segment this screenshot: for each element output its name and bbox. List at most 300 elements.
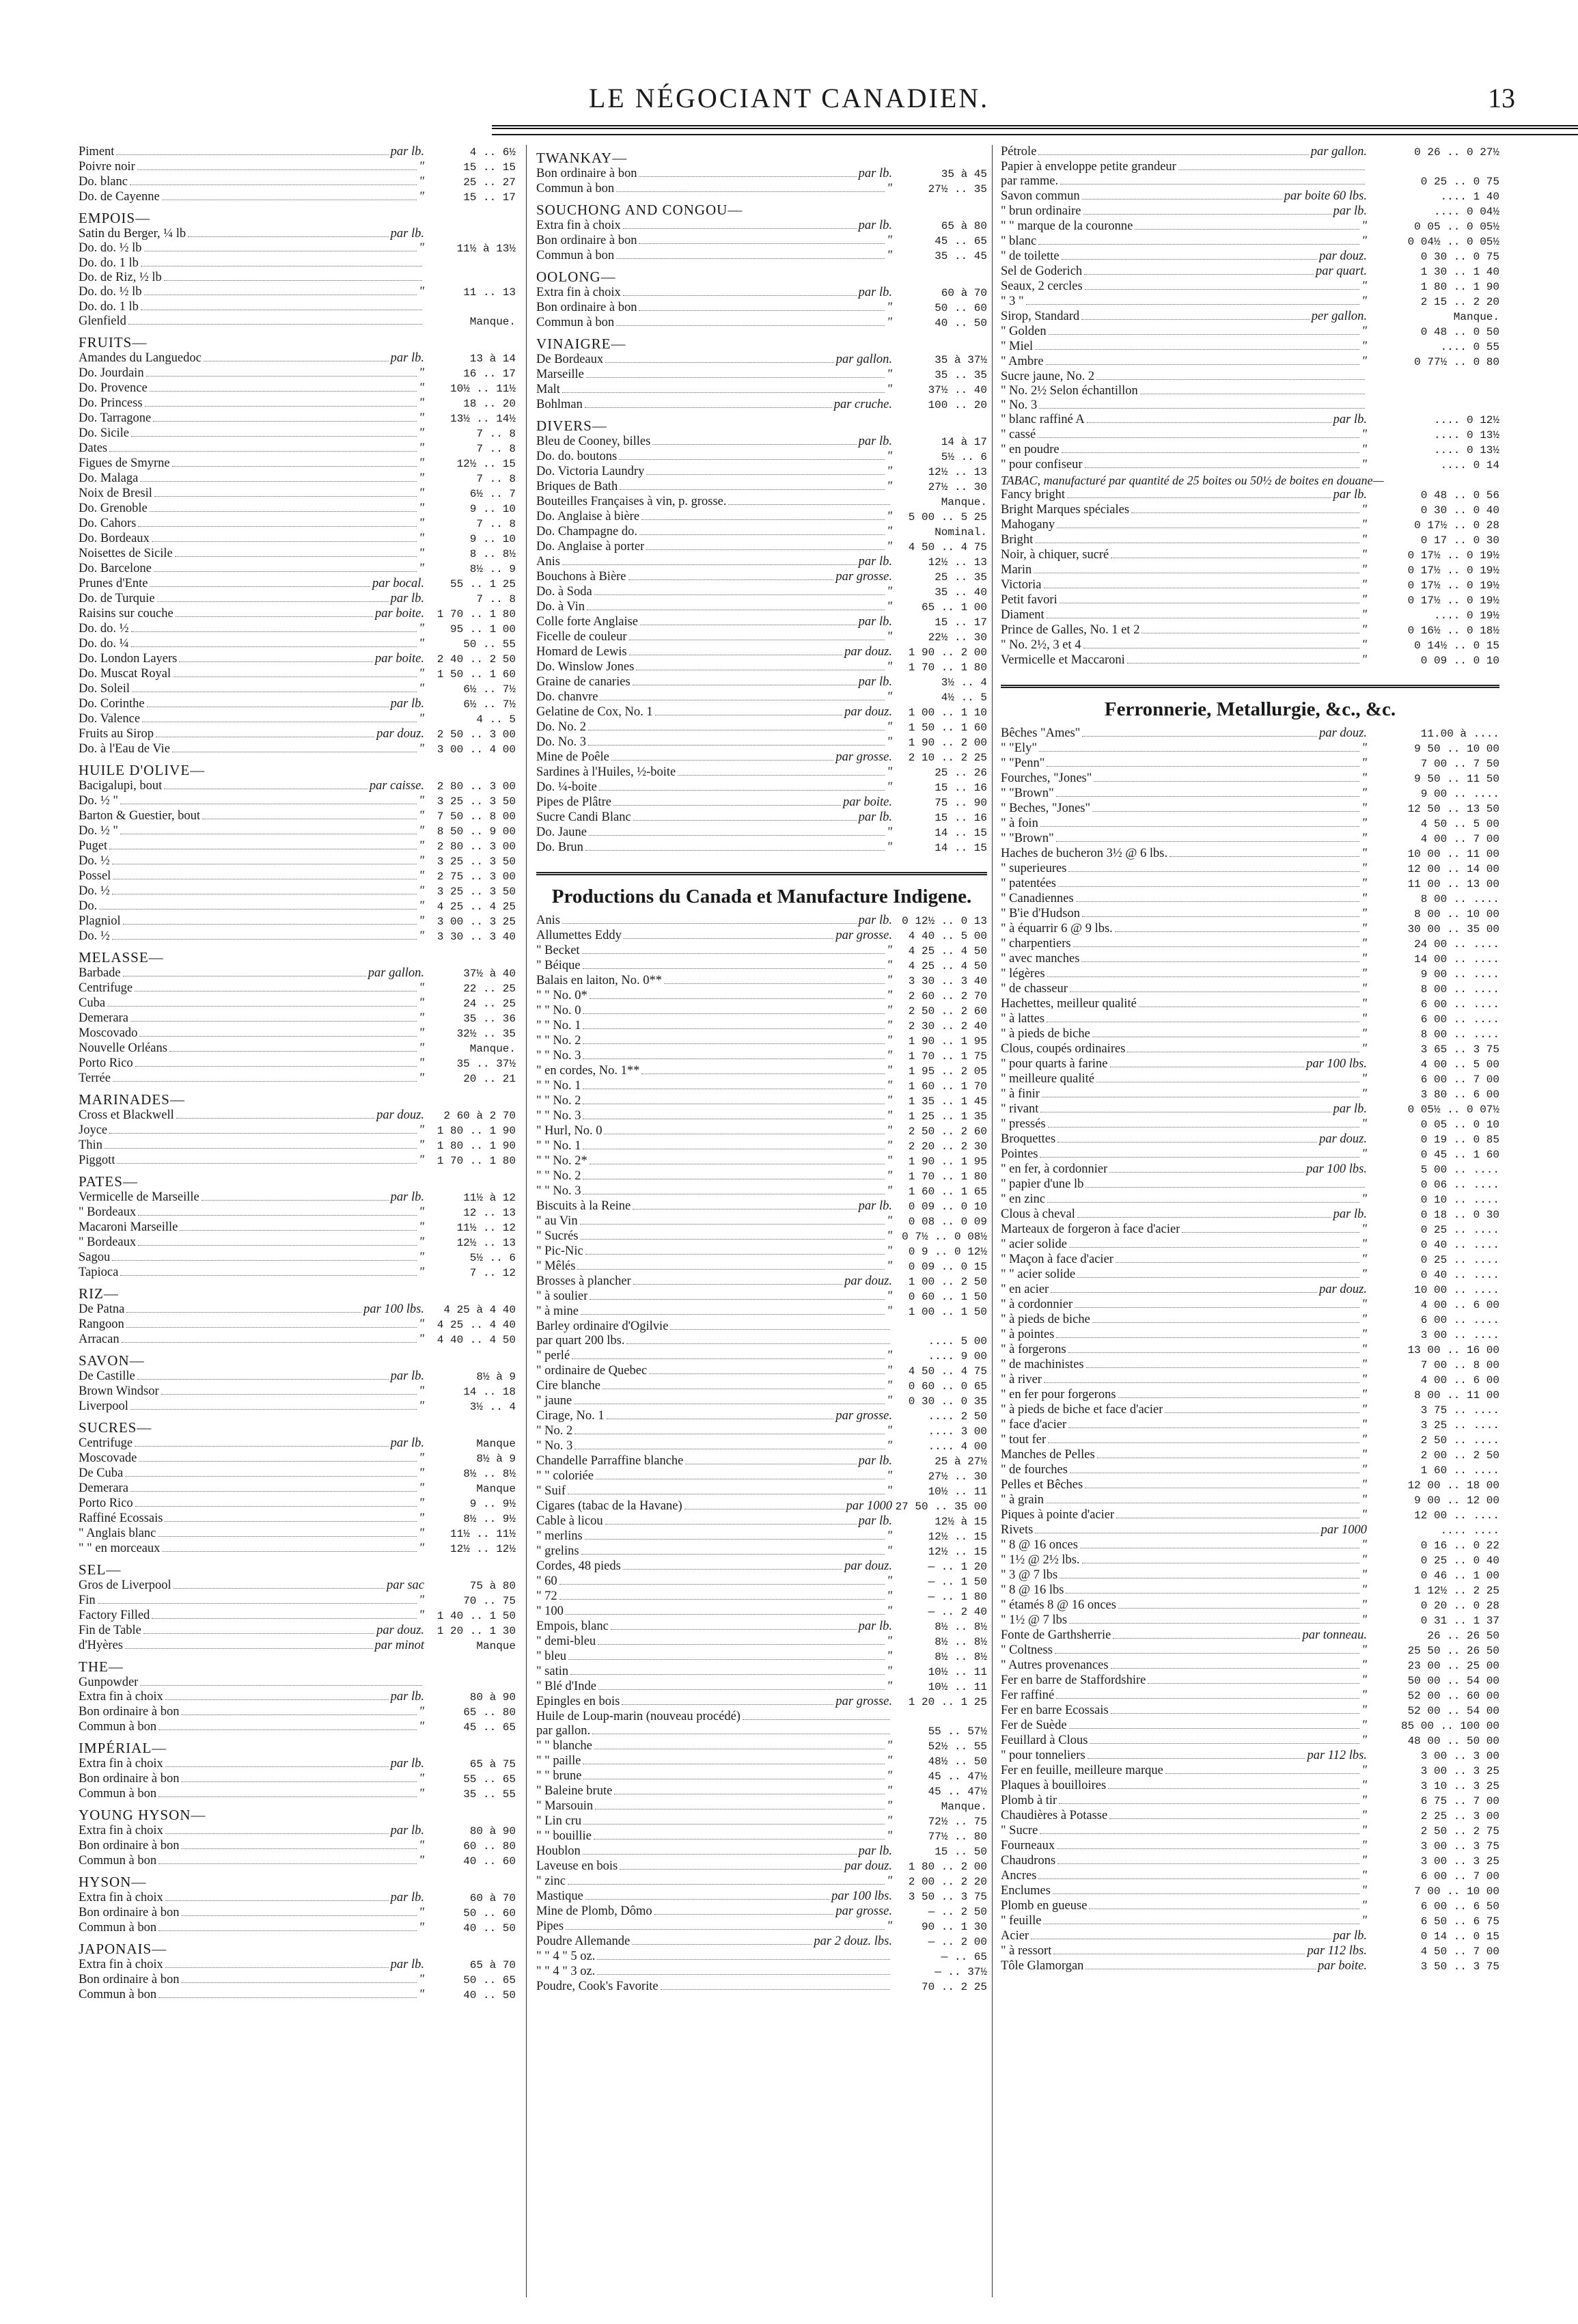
item-name: " pressés [1001,1117,1046,1131]
price-column-3 [1001,145,1499,1974]
price-row [536,1334,987,1349]
dot-leader [138,526,417,527]
item-name: Do. do. boutons [536,450,618,463]
item-unit: par lb. [390,145,424,159]
price-row [1001,1689,1499,1704]
item-name: " de fourches [1001,1463,1068,1477]
item-unit: " [419,1594,424,1607]
dot-leader [158,1796,417,1797]
item-price: 15 .. 50 [935,1846,987,1858]
price-row [79,824,516,839]
item-name: " ordinaire de Quebec [536,1364,648,1378]
item-price: .... 0 55 [1440,341,1499,353]
item-unit: " [419,1026,424,1040]
item-name: Do. à Soda [536,585,592,599]
price-row [79,1369,516,1384]
dot-leader [583,968,885,969]
item-price: 0 05½ .. 0 07½ [1407,1104,1499,1116]
item-name: " 1½ @ 7 lbs [1001,1613,1068,1627]
item-unit: " [887,1589,892,1603]
dot-leader [585,850,885,851]
item-unit: par lb. [390,351,424,365]
item-unit: " [419,667,424,681]
item-price: 2 00 .. 2 50 [1420,1449,1499,1462]
item-name: Fonte de Garthsherrie [1001,1628,1111,1642]
item-price: 30 00 .. 35 00 [1407,923,1499,935]
dot-leader [623,228,857,229]
item-price: 1 90 .. 2 00 [908,737,987,749]
item-price: 4 50 .. 4 75 [908,541,987,553]
item-name: " " No. 2 [536,1169,581,1183]
item-name: Do. Soleil [79,682,130,696]
item-price: 2 60 à 2 70 [443,1110,516,1122]
item-name: " " blanche [536,1739,592,1753]
item-unit: " [887,660,892,674]
item-name: Do. ½ [79,929,110,943]
item-unit: " [419,682,424,696]
item-price: 8 00 .. .... [1420,893,1499,905]
price-row [1001,443,1499,458]
item-price: 0 17½ .. 0 19½ [1407,594,1499,607]
item-name: Papier à enveloppe petite grandeur [1001,160,1176,174]
price-row [536,1829,987,1844]
dot-leader [1047,1202,1359,1203]
price-row [1001,234,1499,249]
item-name: " cassé [1001,428,1036,441]
item-price: .... 0 19½ [1433,610,1499,622]
item-unit: par quart. [1315,264,1367,278]
item-unit: " [887,1784,892,1798]
item-unit: par sac [387,1578,424,1592]
item-price: Manque. [469,1043,516,1055]
price-row [1001,1147,1499,1162]
price-row [536,1859,987,1874]
price-row [536,1514,987,1529]
price-row [536,480,987,495]
item-name: " "Brown" [1001,787,1054,800]
item-name: " "Brown" [1001,832,1054,845]
item-name: Sucre Candi Blanc [536,810,631,824]
item-price: 3 10 .. 3 25 [1420,1780,1499,1792]
dot-leader [1148,1683,1359,1684]
item-name: Vermicelle et Maccaroni [1001,653,1125,667]
price-row [1001,1764,1499,1779]
item-price: 0 25 .. 0 40 [1420,1555,1499,1567]
price-row [79,809,516,824]
item-name: Figues de Smyrne [79,456,170,470]
dot-leader [1096,379,1365,380]
dot-leader [143,1633,374,1634]
item-name: Brown Windsor [79,1384,159,1398]
price-row [1001,548,1499,563]
price-list-misc [1001,145,1499,473]
item-unit: " [419,1399,424,1413]
item-name: Piggott [79,1153,115,1167]
item-name: Do. Provence [79,381,148,395]
item-name: " à foin [1001,817,1038,830]
item-price: 0 60 .. 1 50 [908,1291,987,1303]
dot-leader [626,1343,890,1344]
dot-leader [620,1869,842,1870]
price-row [536,570,987,585]
item-unit: per gallon. [1311,310,1367,323]
item-name: Sel de Goderich [1001,264,1083,278]
item-name: Do. Corinthe [79,697,145,711]
dot-leader [590,1299,885,1300]
price-row [536,1079,987,1094]
item-unit: " [887,1469,892,1483]
item-unit: " [419,517,424,530]
item-name: Moscovado [79,1026,138,1040]
dot-leader [99,909,417,910]
price-row [536,525,987,540]
item-unit: " [1361,1899,1367,1913]
price-row [536,286,987,301]
item-price: 65 .. 80 [463,1706,516,1719]
item-name: " " 4 " 3 oz. [536,1965,596,1978]
item-unit: " [1361,847,1367,860]
item-unit: " [1361,1268,1367,1281]
item-price: 1 60 .. 1 65 [908,1186,987,1198]
item-name: Clous à cheval [1001,1207,1075,1221]
price-row [79,652,516,667]
dot-leader [1111,1713,1360,1714]
item-unit: " [1361,1553,1367,1567]
dot-leader [639,534,885,535]
item-unit: " [419,241,424,255]
item-price: 4 40 .. 4 50 [437,1334,516,1346]
item-price: 1 60 .. .... [1420,1464,1499,1477]
price-row [79,742,516,757]
item-name: Bleu de Cooney, billes [536,435,651,448]
item-name: Manches de Pelles [1001,1448,1095,1462]
dot-leader [1092,811,1359,812]
item-name: " en acier [1001,1283,1049,1296]
dot-leader [623,1569,842,1570]
item-name: Bouteilles Françaises à vin, p. grosse. [536,495,727,508]
item-name: " jaune [536,1394,572,1408]
item-unit: " [419,502,424,515]
price-row [1001,1658,1499,1673]
item-name: " de machinistes [1001,1358,1084,1371]
dot-leader [130,1021,417,1022]
category-heading: SAVON— [79,1352,145,1369]
price-row [536,1529,987,1544]
item-price: 4 25 à 4 40 [443,1304,516,1316]
item-price: Manque. [941,496,987,508]
item-price: 20 .. 21 [463,1073,516,1085]
price-row [79,160,516,175]
item-unit: " [419,884,424,898]
item-unit: par boite. [1318,1959,1367,1973]
item-price: 9 .. 10 [469,533,516,545]
price-row [1001,384,1499,398]
price-row [1001,428,1499,443]
item-name: " à ressort [1001,1944,1052,1958]
dot-leader [581,1239,885,1240]
item-name: " demi-bleu [536,1635,596,1648]
item-price: 0 40 .. .... [1420,1269,1499,1281]
item-price: 1 70 .. 1 80 [437,608,516,620]
dot-leader [1069,1623,1359,1624]
dot-leader [585,1539,885,1540]
dot-leader [146,376,417,377]
price-row [1001,1298,1499,1313]
item-price: 3 00 .. 4 00 [437,743,516,756]
item-price: 2 50 .. 3 00 [437,728,516,741]
item-price: 2 80 .. 3 00 [437,780,516,793]
item-price: 1 25 .. 1 35 [908,1110,987,1123]
item-unit: " [419,175,424,189]
item-price: .... 0 13½ [1433,429,1499,441]
dot-leader [1116,1262,1359,1263]
item-price: 26 .. 26 50 [1427,1630,1499,1642]
dot-leader [1118,1397,1360,1398]
item-unit: " [1361,802,1367,815]
dot-leader [1068,1352,1360,1353]
item-name: Fourneaux [1001,1839,1055,1853]
price-row [1001,756,1499,771]
item-price: 80 à 90 [469,1825,516,1837]
item-name: " à finir [1001,1087,1040,1101]
item-price: .... 3 00 [928,1425,987,1438]
item-name: Do. No. 3 [536,735,586,749]
item-unit: " [419,869,424,883]
price-row [79,285,516,300]
price-row [1001,1448,1499,1463]
item-unit: " [1361,638,1367,652]
dot-leader [649,1373,885,1374]
item-name: Barley ordinaire d'Ogilvie [536,1320,669,1333]
dot-leader [1039,408,1365,409]
dot-leader [107,1006,417,1007]
item-name: " acier solide [1001,1238,1067,1251]
item-name: " en cordes, No. 1** [536,1064,640,1078]
item-unit: " [419,1317,424,1331]
item-name: De Patna [79,1302,125,1316]
price-row [79,456,516,471]
item-name: Do. London Layers [79,652,178,666]
item-name: Anis [536,555,560,569]
item-unit: " [1361,1704,1367,1717]
item-unit: " [887,368,892,381]
item-name: Do. ¼-boite [536,780,597,794]
item-price: 4 25 .. 4 50 [908,945,987,957]
price-row [79,1496,516,1512]
item-price: 1 80 .. 1 90 [437,1125,516,1137]
item-name: " 3 @ 7 lbs [1001,1568,1058,1582]
item-name: Do. Bordeaux [79,532,150,545]
item-price: 8½ .. 8½ [463,1468,516,1480]
price-row [79,1906,516,1921]
item-unit: " [1361,1824,1367,1837]
item-name: " Miel [1001,340,1034,353]
item-unit: par 100 lbs. [363,1302,424,1316]
item-unit: " [1361,234,1367,248]
item-name: " No. 2½, 3 et 4 [1001,638,1081,652]
item-name: " Baleine brute [536,1784,613,1798]
item-name: Laveuse en bois [536,1859,618,1873]
item-name: Dates [79,441,108,455]
price-row [536,1965,987,1980]
item-price: 9 50 .. 10 00 [1414,743,1499,755]
price-row [536,615,987,630]
item-unit: " [887,1394,892,1408]
item-unit: " [887,1604,892,1618]
item-name: Possel [79,869,111,883]
item-name: De Cuba [79,1466,124,1480]
item-name: Sagou [79,1250,111,1264]
item-price: 12 .. 13 [463,1207,516,1219]
item-name: Vermicelle de Marseille [79,1190,199,1204]
item-price: 4 25 .. 4 25 [437,901,516,913]
price-row [536,1574,987,1589]
item-name: " No. 3 [536,1439,573,1453]
price-row [1001,1042,1499,1057]
price-row [536,630,987,645]
price-row [79,1787,516,1802]
item-price: 12½ .. 13 [928,556,987,569]
item-name: Mine de Plomb, Dômo [536,1904,652,1918]
item-unit: " [1361,1508,1367,1522]
item-price: 14 00 .. .... [1414,953,1499,966]
item-price: — .. 1 20 [928,1561,987,1573]
item-price: 75 .. 90 [935,797,987,809]
price-row [536,929,987,944]
item-name: Chaudrons [1001,1854,1056,1868]
dot-leader [165,1900,389,1901]
item-unit: " [1361,1463,1367,1477]
item-unit: par lb. [390,227,424,241]
item-price: 9 .. 9½ [469,1498,516,1510]
item-price: 11 .. 13 [463,286,516,299]
category-heading: HYSON— [79,1874,147,1890]
item-name: Hachettes, meilleur qualité [1001,997,1137,1011]
item-unit: " [887,1424,892,1438]
item-price: 4 40 .. 5 00 [908,930,987,942]
item-price: 13 00 .. 16 00 [1407,1344,1499,1356]
price-row [1001,1313,1499,1328]
item-name: Do. à Vin [536,600,585,614]
item-unit: " [1361,458,1367,471]
item-unit: " [1361,1147,1367,1161]
dot-leader [678,775,885,776]
item-unit: " [419,1153,424,1167]
dot-leader [652,444,856,445]
price-row [1001,264,1499,279]
dot-leader [154,571,417,572]
item-price: 55 .. 1 25 [449,578,516,590]
item-unit: " [1361,1493,1367,1507]
price-row [536,510,987,525]
item-price: 2 40 .. 2 50 [437,653,516,666]
item-unit: " [419,1854,424,1868]
dot-leader [1113,1638,1300,1639]
dot-leader [623,295,857,296]
item-unit: " [887,1379,892,1393]
item-price: 50 .. 65 [463,1974,516,1986]
price-row [1001,1388,1499,1403]
item-name: Sardines à l'Huiles, ½-boite [536,765,676,779]
item-price: 1 00 .. 2 50 [908,1276,987,1288]
item-unit: " [887,1259,892,1273]
price-row [79,1153,516,1168]
dot-leader [135,991,417,992]
item-unit: par lb. [390,697,424,711]
item-name: " à forgerons [1001,1343,1066,1356]
dot-leader [1047,766,1359,767]
price-row [79,1512,516,1527]
item-unit: par 1000 [1320,1523,1367,1537]
item-price: 100 .. 20 [928,399,987,411]
item-unit: " [887,450,892,463]
item-name: Terrée [79,1071,111,1085]
item-name: " à pieds de biche [1001,1313,1090,1326]
price-row [536,1049,987,1064]
dot-leader [581,1554,885,1555]
item-price: — .. 1 80 [928,1591,987,1603]
item-name: Fer en barre de Staffordshire [1001,1673,1146,1687]
item-name: Briques de Bath [536,480,618,493]
item-price: 52½ .. 55 [928,1740,987,1753]
item-unit: par grosse. [835,750,892,764]
item-price: 12½ .. 15 [456,458,516,470]
item-unit: " [419,1056,424,1070]
item-unit: " [887,840,892,854]
item-unit: " [1361,862,1367,875]
item-price: 7 .. 8 [476,443,516,455]
dot-leader [1118,1608,1359,1609]
dot-leader [622,1704,833,1705]
item-unit: " [419,441,424,455]
price-row [536,1950,987,1965]
item-price: 12½ .. 12½ [449,1543,516,1555]
dot-leader [1083,214,1331,215]
item-name: " " marque de la couronne [1001,219,1133,233]
item-name: " merlins [536,1529,583,1543]
item-unit: par grosse. [835,1695,892,1708]
item-unit: " [887,1034,892,1048]
item-unit: " [1361,1313,1367,1326]
item-unit: " [419,1071,424,1085]
dot-leader [117,1163,417,1164]
dot-leader [1115,931,1359,932]
item-price: 4½ .. 5 [941,692,987,704]
item-unit: " [419,1787,424,1801]
price-row [1001,741,1499,756]
item-price: Nominal. [935,526,987,538]
price-list-productions [536,914,987,1995]
dot-leader [1047,976,1360,977]
price-row [1001,204,1499,219]
price-row [79,1056,516,1071]
item-unit: " [1361,1809,1367,1822]
item-unit: par lb. [1333,1929,1367,1943]
item-price: 15 .. 17 [463,191,516,204]
item-price: 10½ .. 11 [928,1666,987,1678]
item-price: 45 .. 65 [935,235,987,247]
dot-leader [611,1629,857,1630]
item-price: 4 00 .. 7 00 [1420,833,1499,845]
item-unit: " [1361,952,1367,966]
item-price: 35 .. 35 [935,369,987,381]
price-row [79,697,516,712]
item-name: Petit favori [1001,593,1057,607]
item-unit: par douz. [844,645,892,659]
dot-leader [1087,422,1331,423]
item-unit: par lb. [1333,204,1367,218]
item-unit: par 112 lbs. [1307,1944,1367,1958]
